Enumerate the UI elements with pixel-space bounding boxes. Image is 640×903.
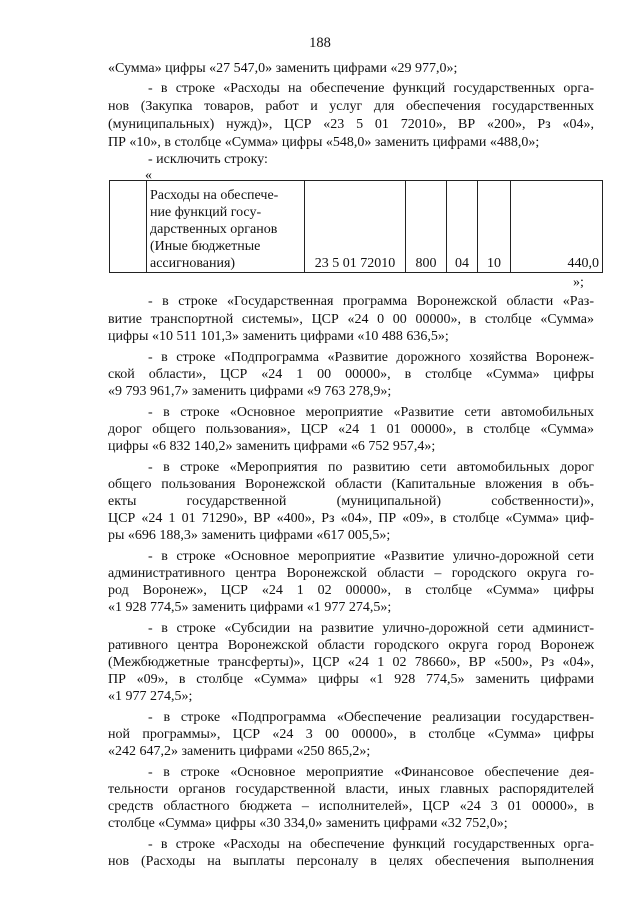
sum-cell: 440,0	[511, 181, 603, 273]
text-line: - в строке «Государственная программа Воронежской области «Раз-	[148, 294, 594, 309]
text-line: дорог общего пользования», ЦСР «24 1 01 00000», в столбце «Сумма»	[108, 422, 594, 437]
text-line: ры «696 188,3» заменить цифрами «617 005,5»;	[108, 528, 391, 543]
text-line: цифры «6 832 140,2» заменить цифрами «6 752 957,4»;	[108, 439, 436, 454]
text-line: - исключить строку:	[148, 152, 268, 167]
text-line: «1 977 274,5»;	[108, 689, 193, 704]
text-line: - в строке «Основное мероприятие «Развитие улично-дорожной сети	[148, 549, 594, 564]
text-line: ПР «10», в столбце «Сумма» цифры «548,0» заменить цифрами «488,0»;	[108, 135, 540, 150]
text-line: «9 793 961,7» заменить цифрами «9 763 278,9»;	[108, 384, 392, 399]
text-line: - в строке «Субсидии на развитие улично-дорожной сети админист-	[148, 621, 594, 636]
description-line: ние функций госу-	[150, 205, 262, 220]
text-line: административного центра Воронежской области – городского округа го-	[108, 566, 594, 581]
text-line: род Воронеж», ЦСР «24 1 02 00000», в столбце «Сумма» цифры	[108, 583, 594, 598]
text-line: средств областного бюджета – исполнителей», ЦСР «24 3 01 00000», в	[108, 799, 594, 814]
text-line: - в строке «Расходы на обеспечение функций государственных орга-	[148, 81, 594, 96]
text-line: - в строке «Расходы на обеспечение функций государственных орга-	[148, 837, 594, 852]
table-row	[110, 181, 603, 273]
text-line: общего пользования Воронежской области (Капитальные вложения в объ-	[108, 477, 594, 492]
quote-close: »;	[573, 275, 584, 290]
text-line: ративного центра Воронежской области городского округа город Воронеж	[108, 638, 594, 653]
vr-cell: 800	[406, 181, 447, 273]
text-line: - в строке «Подпрограмма «Обеспечение реализации государствен-	[148, 710, 594, 725]
description-cell	[147, 181, 305, 273]
text-line: нов (Закупка товаров, работ и услуг для обеспечения государственных	[108, 99, 594, 114]
text-line: ской области», ЦСР «24 1 00 00000», в столбце «Сумма» цифры	[108, 367, 594, 382]
text-line: - в строке «Подпрограмма «Развитие дорожного хозяйства Воронеж-	[148, 350, 594, 365]
text-line: витие транспортной системы», ЦСР «24 0 00 00000», в столбце «Сумма»	[108, 312, 594, 327]
text-line: тельности органов государственной власти, иных главных распорядителей	[108, 782, 594, 797]
rz-cell: 04	[447, 181, 478, 273]
excluded-row-table	[109, 180, 603, 273]
text-line: «1 928 774,5» заменить цифрами «1 977 274,5»;	[108, 600, 392, 615]
empty-cell	[110, 181, 147, 273]
text-line: ПР «09», в столбце «Сумма» цифры «1 928 774,5» заменить цифрами	[108, 672, 594, 687]
quote-open: «	[145, 168, 152, 183]
text-line: «Сумма» цифры «27 547,0» заменить цифрами «29 977,0»;	[108, 61, 458, 76]
text-line: (Межбюджетные трансферты)», ЦСР «24 1 02 78660», ВР «500», Рз «04»,	[108, 655, 594, 670]
text-line: - в строке «Мероприятия по развитию сети автомобильных дорог	[148, 460, 594, 475]
text-line: ЦСР «24 1 01 71290», ВР «400», Рз «04», ПР «09», в столбце «Сумма» циф-	[108, 511, 594, 526]
text-line: - в строке «Основное мероприятие «Развитие сети автомобильных	[148, 405, 594, 420]
text-line: нов (Расходы на выплаты персоналу в целях обеспечения выполнения	[108, 854, 594, 869]
description-line: ассигнования)	[150, 256, 236, 271]
page-number: 188	[309, 35, 331, 51]
pr-cell: 10	[478, 181, 511, 273]
description-line: Расходы на обеспече-	[150, 188, 279, 203]
csr-cell: 23 5 01 72010	[305, 181, 406, 273]
text-line: «242 647,2» заменить цифрами «250 865,2»;	[108, 744, 371, 759]
description-line: (Иные бюджетные	[150, 239, 261, 254]
description-line: дарственных органов	[150, 222, 278, 237]
text-line: ной программы», ЦСР «24 3 00 00000», в столбце «Сумма» цифры	[108, 727, 594, 742]
text-line: - в строке «Основное мероприятие «Финансовое обеспечение дея-	[148, 765, 594, 780]
text-line: столбце «Сумма» цифры «30 334,0» заменить цифрами «32 752,0»;	[108, 816, 508, 831]
text-line: (муниципальных) нужд)», ЦСР «23 5 01 72010», ВР «200», Рз «04»,	[108, 117, 594, 132]
text-line: цифры «10 511 101,3» заменить цифрами «10 488 636,5»;	[108, 329, 449, 344]
text-line: екты государственной (муниципальной) собственности)»,	[108, 494, 594, 509]
